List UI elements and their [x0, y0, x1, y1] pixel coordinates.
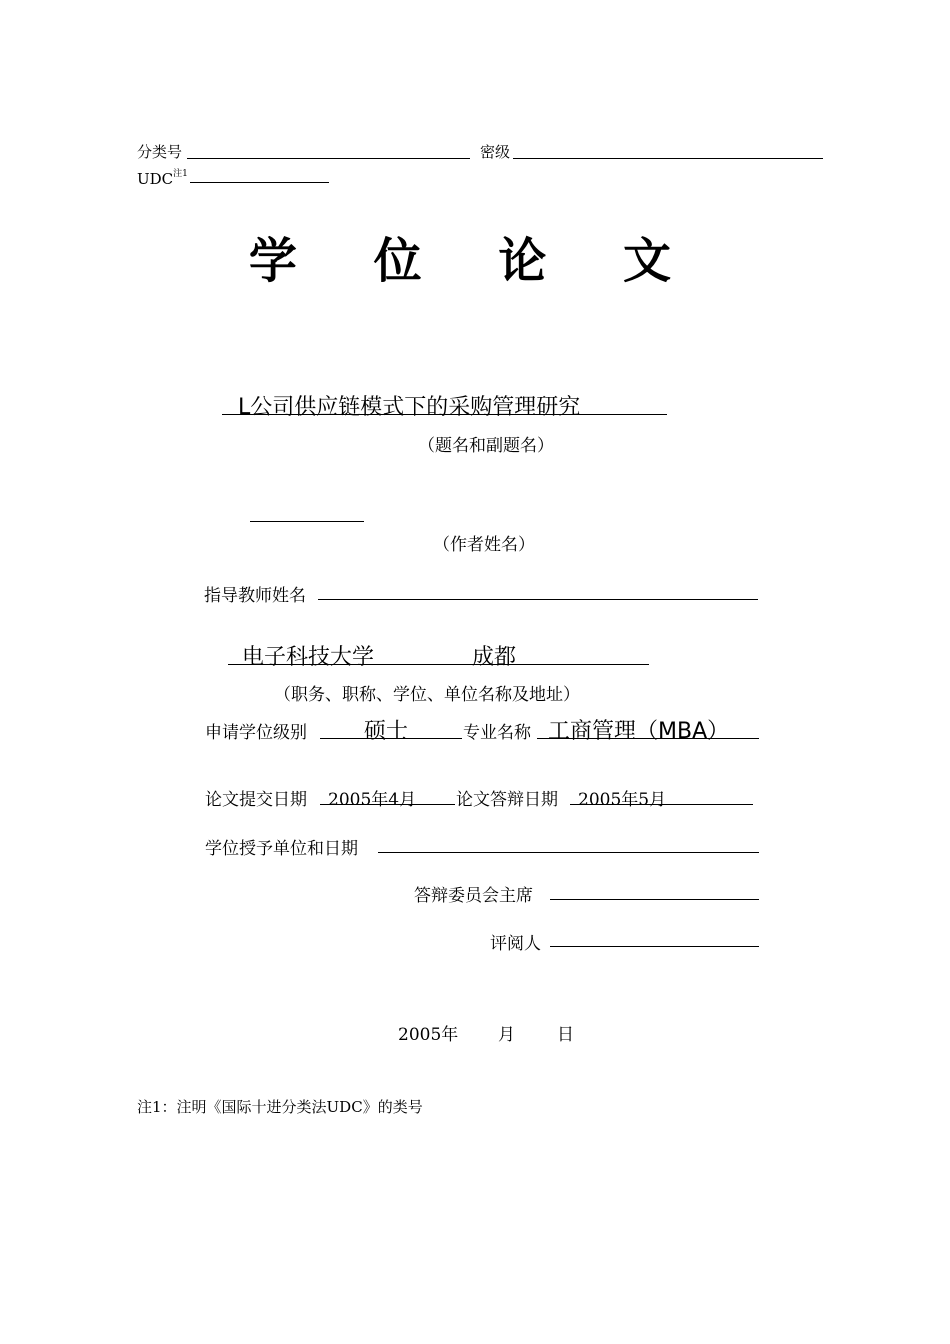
institution-city: 成都 [472, 645, 517, 670]
advisor-label: 指导教师姓名 [204, 586, 306, 606]
submit-date-label: 论文提交日期 [205, 790, 307, 810]
security-label: 密级 [480, 143, 511, 161]
chair-label: 答辩委员会主席 [414, 886, 533, 906]
defense-date-value: 2005年5月 [578, 790, 667, 810]
submit-date-value: 2005年4月 [328, 790, 417, 810]
date-year: 2005年 [398, 1025, 459, 1045]
institution-name: 电子科技大学 [242, 645, 375, 670]
classification-blank [187, 158, 470, 159]
major-value: 工商管理（MBA） [548, 719, 730, 744]
degree-label: 申请学位级别 [205, 723, 307, 743]
grant-blank [378, 852, 759, 853]
udc-note-mark: 注1 [173, 169, 188, 179]
author-caption: （作者姓名） [433, 535, 535, 555]
document-title: 学 位 论 文 [248, 233, 702, 289]
security-blank [513, 158, 823, 159]
defense-date-label: 论文答辩日期 [456, 790, 558, 810]
advisor-blank [318, 599, 758, 600]
major-label: 专业名称 [463, 723, 531, 743]
date-day: 日 [557, 1025, 574, 1045]
thesis-title: L公司供应链模式下的采购管理研究 [238, 395, 581, 420]
chair-blank [550, 899, 759, 900]
footnote: 注1：注明《国际十进分类法UDC》的类号 [137, 1098, 423, 1116]
udc-blank [190, 182, 329, 183]
grant-label: 学位授予单位和日期 [205, 839, 358, 859]
thesis-title-caption: （题名和副题名） [418, 436, 554, 456]
reviewer-label: 评阅人 [490, 934, 541, 954]
date-month: 月 [498, 1025, 515, 1045]
classification-label: 分类号 [137, 143, 183, 161]
degree-value: 硕士 [364, 719, 409, 744]
reviewer-blank [550, 946, 759, 947]
udc-label: UDC$^{注1}$ [137, 169, 188, 188]
author-blank [250, 521, 364, 522]
institution-caption: （职务、职称、学位、单位名称及地址） [274, 685, 580, 705]
